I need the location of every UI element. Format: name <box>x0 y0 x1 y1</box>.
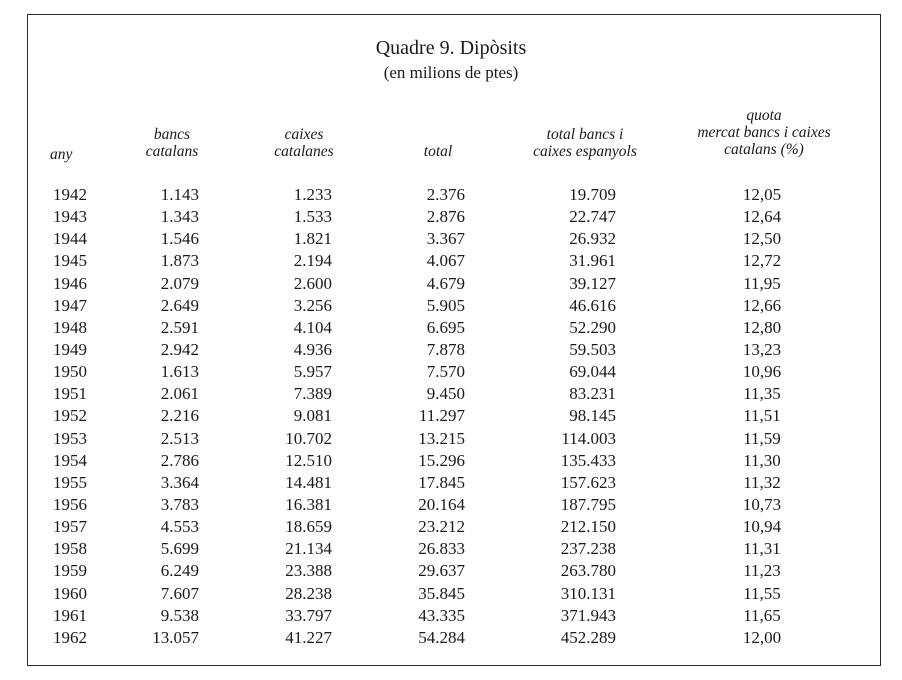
table-cell-total-esp: 114.003 <box>561 428 616 448</box>
table-cell-bancs: 1.873 <box>160 251 199 271</box>
header-line: catalanes <box>274 143 334 160</box>
table-cell-total: 23.212 <box>418 517 465 537</box>
table-cell-any: 1954 <box>53 450 87 470</box>
column-any <box>53 184 98 649</box>
table-cell-total-esp: 310.131 <box>560 583 616 603</box>
table-cell-total: 2.376 <box>426 185 465 204</box>
table-cell-bancs: 2.786 <box>160 450 199 470</box>
table-cell-total-esp: 22.747 <box>569 207 616 227</box>
header-total-espanyols <box>510 126 660 160</box>
table-subtitle: (en milions de ptes) <box>383 63 519 82</box>
table-cell-caixes: 16.381 <box>285 494 332 514</box>
table-cell-total: 7.570 <box>426 362 465 382</box>
table-cell-caixes: 10.702 <box>285 428 332 448</box>
table-cell-caixes: 4.936 <box>293 339 332 359</box>
table-cell-total-esp: 157.623 <box>560 472 616 492</box>
table-cell-total: 9.450 <box>426 384 465 404</box>
table-cell-bancs: 1.143 <box>160 185 199 204</box>
header-total <box>398 143 478 160</box>
table-cell-any: 1959 <box>53 561 87 581</box>
table-cell-caixes: 1.821 <box>293 229 332 249</box>
table-cell-total-esp: 98.145 <box>569 406 616 426</box>
table-cell-total-esp: 59.503 <box>569 339 616 359</box>
table-cell-caixes: 2.600 <box>293 273 332 293</box>
table-cell-any: 1956 <box>53 494 87 514</box>
table-cell-quota: 11,35 <box>743 384 781 404</box>
table-cell-any: 1944 <box>53 229 87 249</box>
table-cell-total: 4.679 <box>426 273 465 293</box>
table-cell-total: 26.833 <box>418 539 465 559</box>
table-cell-bancs: 13.057 <box>152 627 199 647</box>
header-line: total <box>423 143 453 160</box>
table-cell-bancs: 2.079 <box>160 273 199 293</box>
table-cell-bancs: 4.553 <box>160 517 199 537</box>
table-cell-total: 15.296 <box>418 450 465 470</box>
table-cell-any: 1955 <box>53 472 87 492</box>
table-cell-bancs: 2.649 <box>160 295 199 315</box>
table-cell-caixes: 9.081 <box>293 406 332 426</box>
table-cell-bancs: 5.699 <box>160 539 199 559</box>
table-cell-any: 1952 <box>53 406 87 426</box>
header-line: caixes <box>284 126 324 143</box>
table-cell-bancs: 2.061 <box>160 384 199 404</box>
table-cell-total: 13.215 <box>418 428 465 448</box>
table-cell-any: 1946 <box>53 273 87 293</box>
table-cell-caixes: 4.104 <box>293 317 332 337</box>
table-cell-caixes: 5.957 <box>293 362 332 382</box>
table-cell-quota: 12,50 <box>742 229 782 249</box>
table-cell-any: 1957 <box>53 517 87 537</box>
table-cell-total-esp: 187.795 <box>560 494 616 514</box>
table-cell-total: 54.284 <box>418 627 465 647</box>
header-quota-mercat <box>676 107 852 158</box>
table-cell-total-esp: 19.709 <box>569 185 616 204</box>
table-cell-caixes: 1.533 <box>293 207 332 227</box>
table-cell-caixes: 21.134 <box>285 539 332 559</box>
column-caixes-catalanes <box>262 184 332 649</box>
table-cell-total-esp: 83.231 <box>569 384 616 404</box>
table-cell-bancs: 1.613 <box>160 362 199 382</box>
table-cell-total-esp: 135.433 <box>560 450 616 470</box>
header-line: mercat bancs i caixes <box>697 124 831 141</box>
table-cell-any: 1947 <box>53 295 87 315</box>
header-line: catalans <box>145 143 199 160</box>
table-cell-caixes: 33.797 <box>285 605 332 625</box>
table-cell-total: 4.067 <box>426 251 465 271</box>
table-cell-total-esp: 26.932 <box>569 229 616 249</box>
table-cell-total: 7.878 <box>426 339 465 359</box>
table-cell-any: 1950 <box>53 362 87 382</box>
table-cell-caixes: 2.194 <box>293 251 332 271</box>
table-cell-total-esp: 39.127 <box>569 273 616 293</box>
table-cell-total: 43.335 <box>418 605 465 625</box>
header-any <box>50 146 82 163</box>
table-cell-quota: 11,23 <box>743 561 781 581</box>
table-cell-any: 1960 <box>53 583 87 603</box>
table-cell-total: 20.164 <box>418 494 465 514</box>
table-cell-total: 29.637 <box>418 561 465 581</box>
header-bancs-catalans <box>120 126 224 160</box>
table-cell-quota: 11,95 <box>743 273 781 293</box>
column-bancs-catalans <box>130 184 199 649</box>
header-caixes-catalanes <box>252 126 356 160</box>
table-cell-caixes: 23.388 <box>285 561 332 581</box>
table-cell-quota: 11,65 <box>743 605 781 625</box>
table-cell-quota: 11,31 <box>743 539 781 559</box>
table-cell-bancs: 7.607 <box>160 583 199 603</box>
table-cell-any: 1961 <box>53 605 87 625</box>
table-cell-any: 1942 <box>53 185 87 204</box>
table-cell-quota: 12,80 <box>742 317 782 337</box>
table-cell-total-esp: 371.943 <box>560 605 616 625</box>
table-cell-total-esp: 212.150 <box>560 517 616 537</box>
table-cell-any: 1951 <box>53 384 87 404</box>
table-cell-any: 1949 <box>53 339 87 359</box>
table-cell-any: 1948 <box>53 317 87 337</box>
table-cell-total: 2.876 <box>426 207 465 227</box>
table-cell-quota: 10,73 <box>742 494 782 514</box>
table-cell-total: 3.367 <box>426 229 465 249</box>
table-cell-any: 1962 <box>53 627 87 647</box>
table-cell-caixes: 41.227 <box>285 627 332 647</box>
table-cell-total-esp: 237.238 <box>560 539 616 559</box>
table-cell-quota: 13,23 <box>742 339 782 359</box>
table-cell-total: 6.695 <box>426 317 465 337</box>
table-cell-caixes: 7.389 <box>293 384 332 404</box>
table-cell-bancs: 1.546 <box>160 229 199 249</box>
table-cell-total: 17.845 <box>418 472 465 492</box>
table-cell-quota: 11,30 <box>743 450 781 470</box>
table-cell-total-esp: 52.290 <box>569 317 616 337</box>
header-line: catalans (%) <box>724 141 804 158</box>
table-cell-total-esp: 31.961 <box>569 251 616 271</box>
table-cell-total: 11.297 <box>418 406 465 426</box>
table-cell-bancs: 2.942 <box>160 339 199 359</box>
header-line: any <box>50 146 73 163</box>
table-cell-quota: 12,72 <box>742 251 782 271</box>
table-cell-caixes: 28.238 <box>285 583 332 603</box>
table-cell-caixes: 14.481 <box>285 472 332 492</box>
header-line: bancs <box>153 126 191 143</box>
table-cell-bancs: 2.513 <box>160 428 199 448</box>
table-cell-quota: 11,51 <box>743 406 781 426</box>
table-cell-caixes: 12.510 <box>285 450 332 470</box>
table-cell-any: 1958 <box>53 539 87 559</box>
header-line: caixes espanyols <box>533 143 637 160</box>
column-total-espanyols <box>534 184 616 649</box>
table-cell-bancs: 1.343 <box>160 207 199 227</box>
table-title: Quadre 9. Dipòsits <box>375 37 527 59</box>
table-cell-quota: 12,66 <box>742 295 782 315</box>
table-cell-any: 1953 <box>53 428 87 448</box>
table-cell-quota: 12,64 <box>742 207 782 227</box>
table-cell-caixes: 18.659 <box>285 517 332 537</box>
table-cell-bancs: 6.249 <box>160 561 199 581</box>
table-cell-bancs: 2.591 <box>160 317 199 337</box>
table-cell-quota: 11,55 <box>743 583 781 603</box>
table-cell-quota: 12,00 <box>742 627 782 647</box>
table-cell-caixes: 1.233 <box>293 185 332 204</box>
table-cell-total: 35.845 <box>418 583 465 603</box>
table-cell-total-esp: 46.616 <box>569 295 616 315</box>
table-cell-total: 5.905 <box>426 295 465 315</box>
header-line: total bancs i <box>546 126 624 143</box>
table-cell-total-esp: 452.289 <box>560 627 616 647</box>
table-cell-quota: 12,05 <box>742 185 782 204</box>
table-cell-quota: 11,32 <box>743 472 781 492</box>
table-cell-total-esp: 263.780 <box>560 561 616 581</box>
header-line: quota <box>746 107 782 124</box>
table-cell-quota: 11,59 <box>743 428 781 448</box>
table-cell-caixes: 3.256 <box>293 295 332 315</box>
table-cell-bancs: 3.364 <box>160 472 199 492</box>
table-cell-any: 1943 <box>53 207 87 227</box>
table-cell-quota: 10,94 <box>742 517 782 537</box>
column-total <box>392 184 465 649</box>
table-cell-total-esp: 69.044 <box>569 362 616 382</box>
column-quota-mercat <box>730 184 794 649</box>
table-cell-quota: 10,96 <box>742 362 782 382</box>
table-cell-bancs: 9.538 <box>160 605 199 625</box>
table-cell-bancs: 2.216 <box>160 406 199 426</box>
table-cell-any: 1945 <box>53 251 87 271</box>
table-cell-bancs: 3.783 <box>160 494 199 514</box>
